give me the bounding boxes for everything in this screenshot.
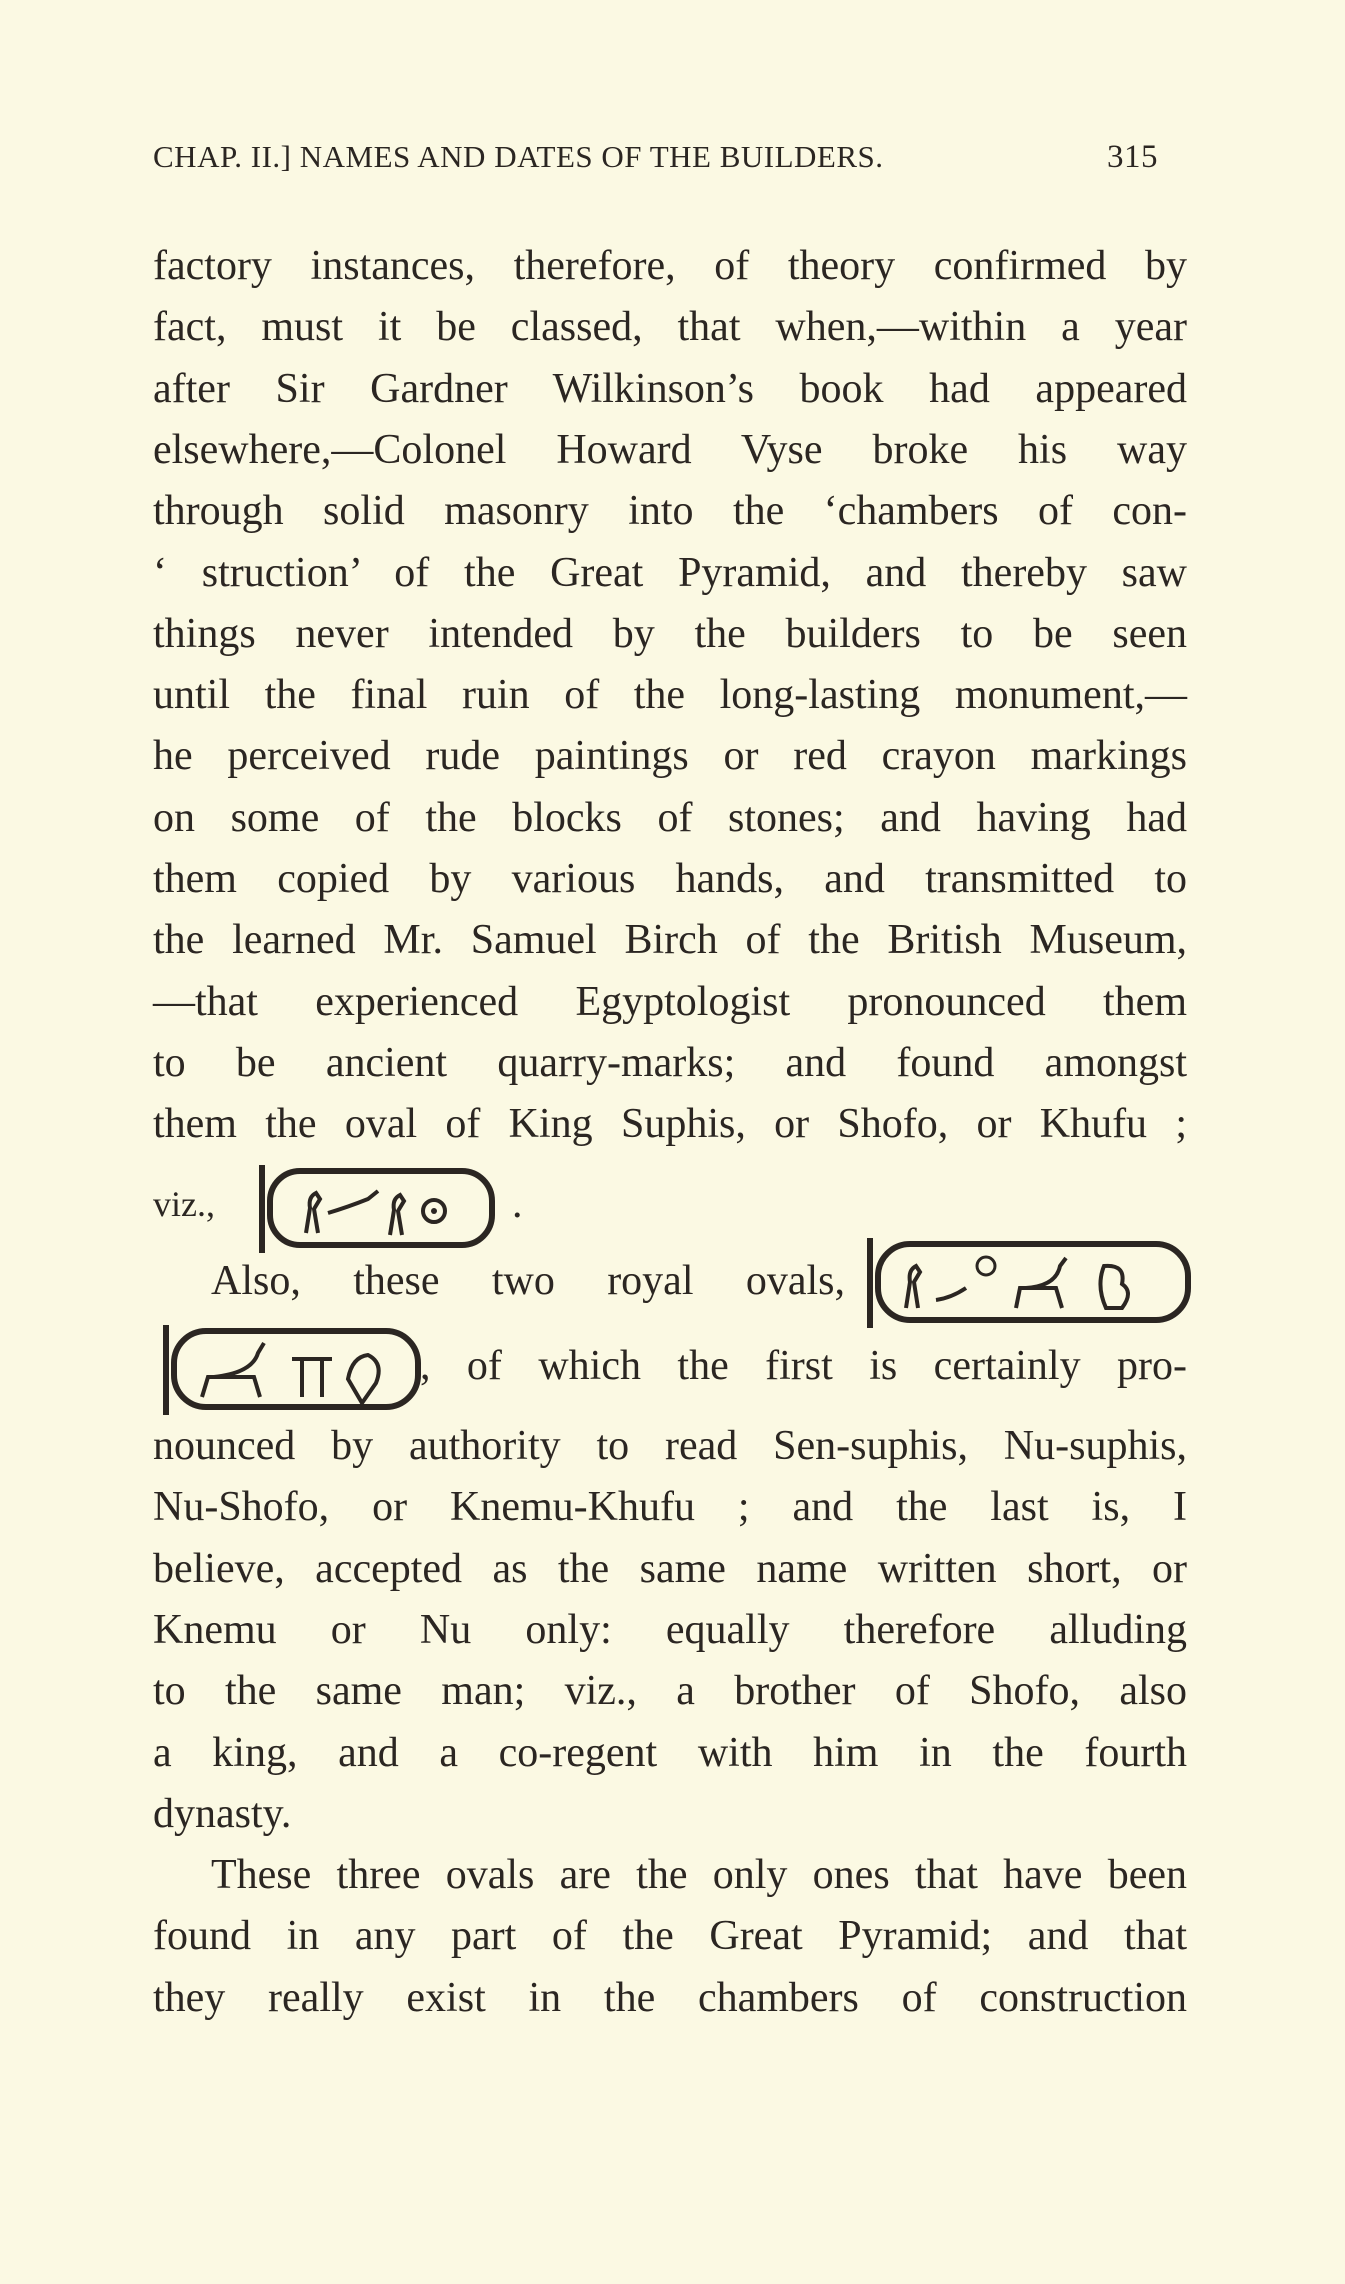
text-line: the learned Mr. Samuel Birch of the British Museum, [153,917,1187,963]
running-title: CHAP. II.] NAMES AND DATES OF THE BUILDERS. [153,139,884,174]
text-line: fact, must it be classed, that when,—within a year [153,304,1187,350]
cartouche-knemu [162,1323,426,1417]
text-line: after Sir Gardner Wilkinson’s book had appeared [153,366,1187,412]
text-line: Also, these two royal ovals, [211,1258,845,1304]
text-line: These three ovals are the only ones that have been [211,1852,1187,1898]
viz-label: viz., [153,1184,215,1224]
text-line: them copied by various hands, and transmitted to [153,856,1187,902]
text-line: to be ancient quarry-marks; and found amongst [153,1040,1187,1086]
text-line: —that experienced Egyptologist pronounced them [153,979,1187,1025]
text-line: a king, and a co-regent with him in the fourth [153,1730,1187,1776]
text-line: he perceived rude paintings or red crayon markings [153,733,1187,779]
cartouche-senseuphis [866,1236,1196,1330]
text-line: on some of the blocks of stones; and having had [153,795,1187,841]
text-line: Knemu or Nu only: equally therefore alluding [153,1607,1187,1653]
text-line: things never intended by the builders to be seen [153,611,1187,657]
text-line: until the final ruin of the long-lasting monument,— [153,672,1187,718]
text-line: them the oval of King Suphis, or Shofo, or Khufu ; [153,1101,1187,1147]
text-line: factory instances, therefore, of theory confirmed by [153,243,1187,289]
text-line: found in any part of the Great Pyramid; and that [153,1913,1187,1959]
cartouche-khufu [258,1163,508,1255]
text-line: through solid masonry into the ‘chambers of con- [153,488,1187,534]
text-line: believe, accepted as the same name written short, or [153,1546,1187,1592]
page-number: 315 [1107,139,1158,175]
viz-period: . [512,1181,523,1227]
text-line: Nu-Shofo, or Knemu-Khufu ; and the last is, I [153,1484,1187,1530]
text-line: nounced by authority to read Sen-suphis, Nu-suphis, [153,1423,1187,1469]
text-line: , of which the first is certainly pro- [420,1343,1187,1389]
text-line: ‘ struction’ of the Great Pyramid, and thereby saw [153,550,1187,596]
text-line: to the same man; viz., a brother of Shofo, also [153,1668,1187,1714]
text-line: dynasty. [153,1791,292,1837]
text-line: they really exist in the chambers of construction [153,1975,1187,2021]
text-line: elsewhere,—Colonel Howard Vyse broke his way [153,427,1187,473]
